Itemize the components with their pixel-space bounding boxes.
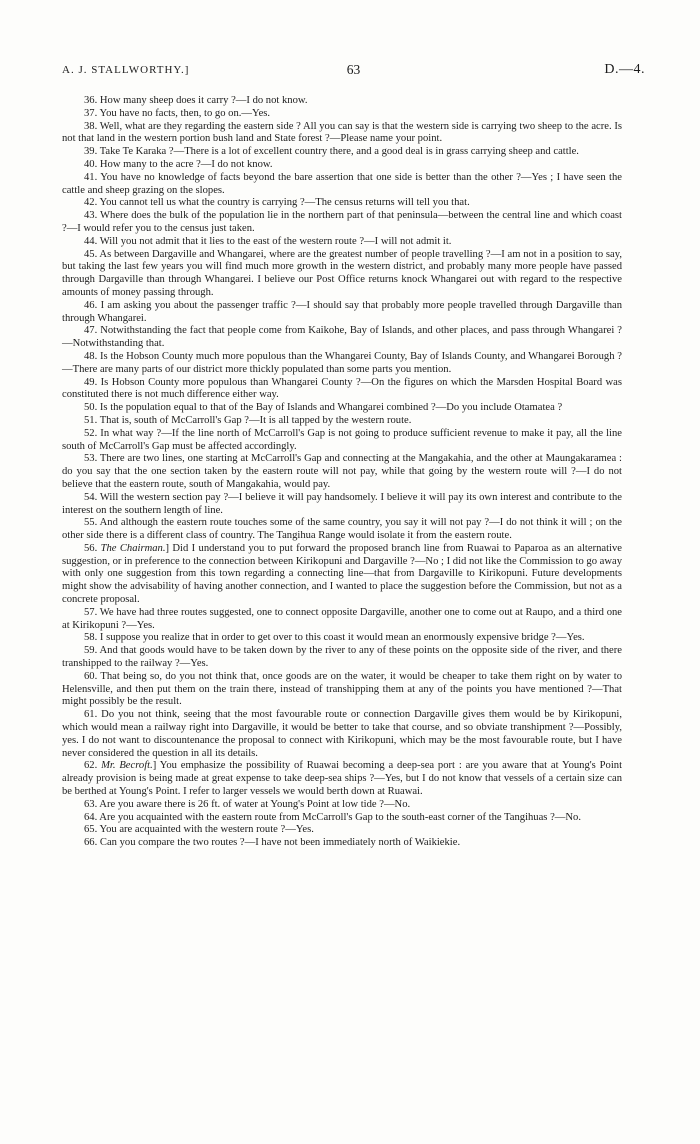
question-number: 62.	[84, 760, 102, 772]
paragraph-62-text: ] You emphasize the possibility of Ruawai becoming a deep-sea port : are you aware that at Young's Point already provision is being made at great expense to take deep-sea ships ?—Yes, but I do not know that vessels of a certain size can be berthed at Young's Point. I refer to larger vessels we would berth down at Ruawai.	[62, 760, 623, 798]
paragraph-40: 40. How many to the acre ?—I do not know.	[84, 158, 273, 170]
transcript-body	[62, 95, 622, 850]
paragraph-43: 43. Where does the bulk of the population lie in the northern part of that peninsula—between the central line and which coast ?—I would refer you to the census just taken.	[62, 210, 622, 234]
paragraph-65: 65. You are acquainted with the western route ?—Yes.	[84, 824, 314, 836]
paragraph-37: 37. You have no facts, then, to go on.—Yes.	[84, 107, 271, 119]
document-reference: D.—4.	[604, 62, 645, 77]
paragraph-49: 49. Is Hobson County more populous than Whangarei County ?—On the figures on which the Marsden Hospital Board was constituted there is not much difference either way.	[62, 376, 622, 401]
paragraph-56-text: ] Did I understand you to put forward the proposed branch line from Ruawai to Paparoa as an alternative suggestion, or in preference to the connection between Kirikopuni and Dargaville ?—No ; I did not like the Commission to go away with only one suggestion from this town regarding a connecting line—that from Dargaville to Kirikopuni. Future developments might show the advisability of having another connection, and I wanted to place the suggestion before the Commission, but not as a concrete proposal.	[62, 542, 622, 606]
page-header	[62, 62, 645, 82]
paragraph-61: 61. Do you not think, seeing that the most favourable route or connection Dargaville gives them would be by Kirikopuni, which would mean a railway right into Dargaville, it would be better to take that course, and so obviate transhipment ?—Possibly, yes. I do not want to discountenance the proposal to connect with Kirikopuni, which may be the most favourable route, but I have never considered the question in all its details.	[62, 709, 622, 759]
paragraph-39: 39. Take Te Karaka ?—There is a lot of excellent country there, and a good deal is in grass carrying sheep and cattle.	[84, 146, 579, 158]
paragraph-36: 36. How many sheep does it carry ?—I do not know.	[84, 95, 308, 106]
paragraph-46: 46. I am asking you about the passenger traffic ?—I should say that probably more people travelled through Dargaville than through Whangarei.	[62, 299, 622, 324]
paragraph-56	[62, 543, 622, 607]
paragraph-48: 48. Is the Hobson County much more populous than the Whangarei County, Bay of Islands County, and Whangarei Borough ?—There are many parts of our district more thickly populated than some parts you mention.	[62, 350, 622, 375]
paragraph-47: 47. Notwithstanding the fact that people come from Kaikohe, Bay of Islands, and other places, and pass through Whangarei ?—Notwithstanding that.	[62, 325, 622, 350]
paragraph-53: 53. There are two lines, one starting at McCarroll's Gap and connecting at the Mangakahia, and the other at Maungakaramea : do you say that the one section taken by the eastern route will not pay, while that going by the western route will ?—I do not believe that the eastern route, south of Mangakahia, would pay.	[62, 453, 622, 490]
paragraph-44: 44. Will you not admit that it lies to the east of the western route ?—I will not admit it.	[84, 235, 452, 247]
witness-name: A. J. STALLWORTHY.]	[62, 64, 190, 76]
paragraph-54: 54. Will the western section pay ?—I believe it will pay handsomely. I believe it will pay its own interest and contribute to the interest on the southern length of line.	[62, 491, 622, 516]
speaker-becroft: Mr. Becroft.	[101, 760, 153, 772]
paragraph-50: 50. Is the population equal to that of the Bay of Islands and Whangarei combined ?—Do you include Otamatea ?	[84, 402, 563, 414]
paragraph-64: 64. Are you acquainted with the eastern route from McCarroll's Gap to the south-east corner of the Tangihuas ?—No.	[84, 811, 581, 823]
paragraph-42: 42. You cannot tell us what the country is carrying ?—The census returns will tell you that.	[84, 197, 470, 209]
paragraph-38: 38. Well, what are they regarding the eastern side ? All you can say is that the western side is carrying two sheep to the acre. Is not that land in the western portion bush land and State forest ?—Please name your point.	[62, 120, 622, 145]
paragraph-57: 57. We have had three routes suggested, one to connect opposite Dargaville, another one to come out at Raupo, and a third one at Kirikopuni ?—Yes.	[62, 606, 622, 631]
paragraph-55: 55. And although the eastern route touches some of the same country, you say it will not pay ?—I do not think it will ; on the other side there is a different class of country. The Tangihua Range would isolate it from the eastern route.	[62, 517, 622, 542]
speaker-chairman: The Chairman.	[100, 542, 166, 554]
page-number: 63	[346, 62, 361, 77]
paragraph-63: 63. Are you aware there is 26 ft. of water at Young's Point at low tide ?—No.	[84, 798, 411, 810]
paragraph-41: 41. You have no knowledge of facts beyond the bare assertion that one side is better than the other ?—Yes ; I have seen the cattle and sheep grazing on the slopes.	[62, 171, 622, 196]
paragraph-66: 66. Can you compare the two routes ?—I have not been immediately north of Waikiekie.	[84, 837, 461, 849]
paragraph-60: 60. That being so, do you not think that, once goods are on the water, it would be cheaper to take them right on by water to Helensville, and then put them on the train there, instead of transhipping them at any of the points you have mentioned ?—That might possibly be the result.	[62, 670, 622, 708]
paragraph-62	[62, 760, 622, 798]
paragraph-59: 59. And that goods would have to be taken down by the river to any of these points on the opposite side of the river, and there transhipped to the railway ?—Yes.	[62, 645, 622, 670]
question-number: 56.	[84, 542, 101, 554]
paragraph-52: 52. In what way ?—If the line north of McCarroll's Gap is not going to produce sufficient revenue to make it pay, all the line south of McCarroll's Gap must be affected accordingly.	[62, 427, 622, 452]
paragraph-45: 45. As between Dargaville and Whangarei, where are the greatest number of people travelling ?—I am not in a position to say, but taking the last few years you will find much more growth in the western district, and probably many more people have passed through Dargaville than through Whangarei. I believe our Post Office returns knock Whangarei out with regard to the respective amounts of money passing through.	[62, 248, 622, 298]
paragraph-58: 58. I suppose you realize that in order to get over to this coast it would mean an enormously expensive bridge ?—Yes.	[84, 632, 585, 644]
paragraph-51: 51. That is, south of McCarroll's Gap ?—It is all tapped by the western route.	[84, 414, 412, 426]
